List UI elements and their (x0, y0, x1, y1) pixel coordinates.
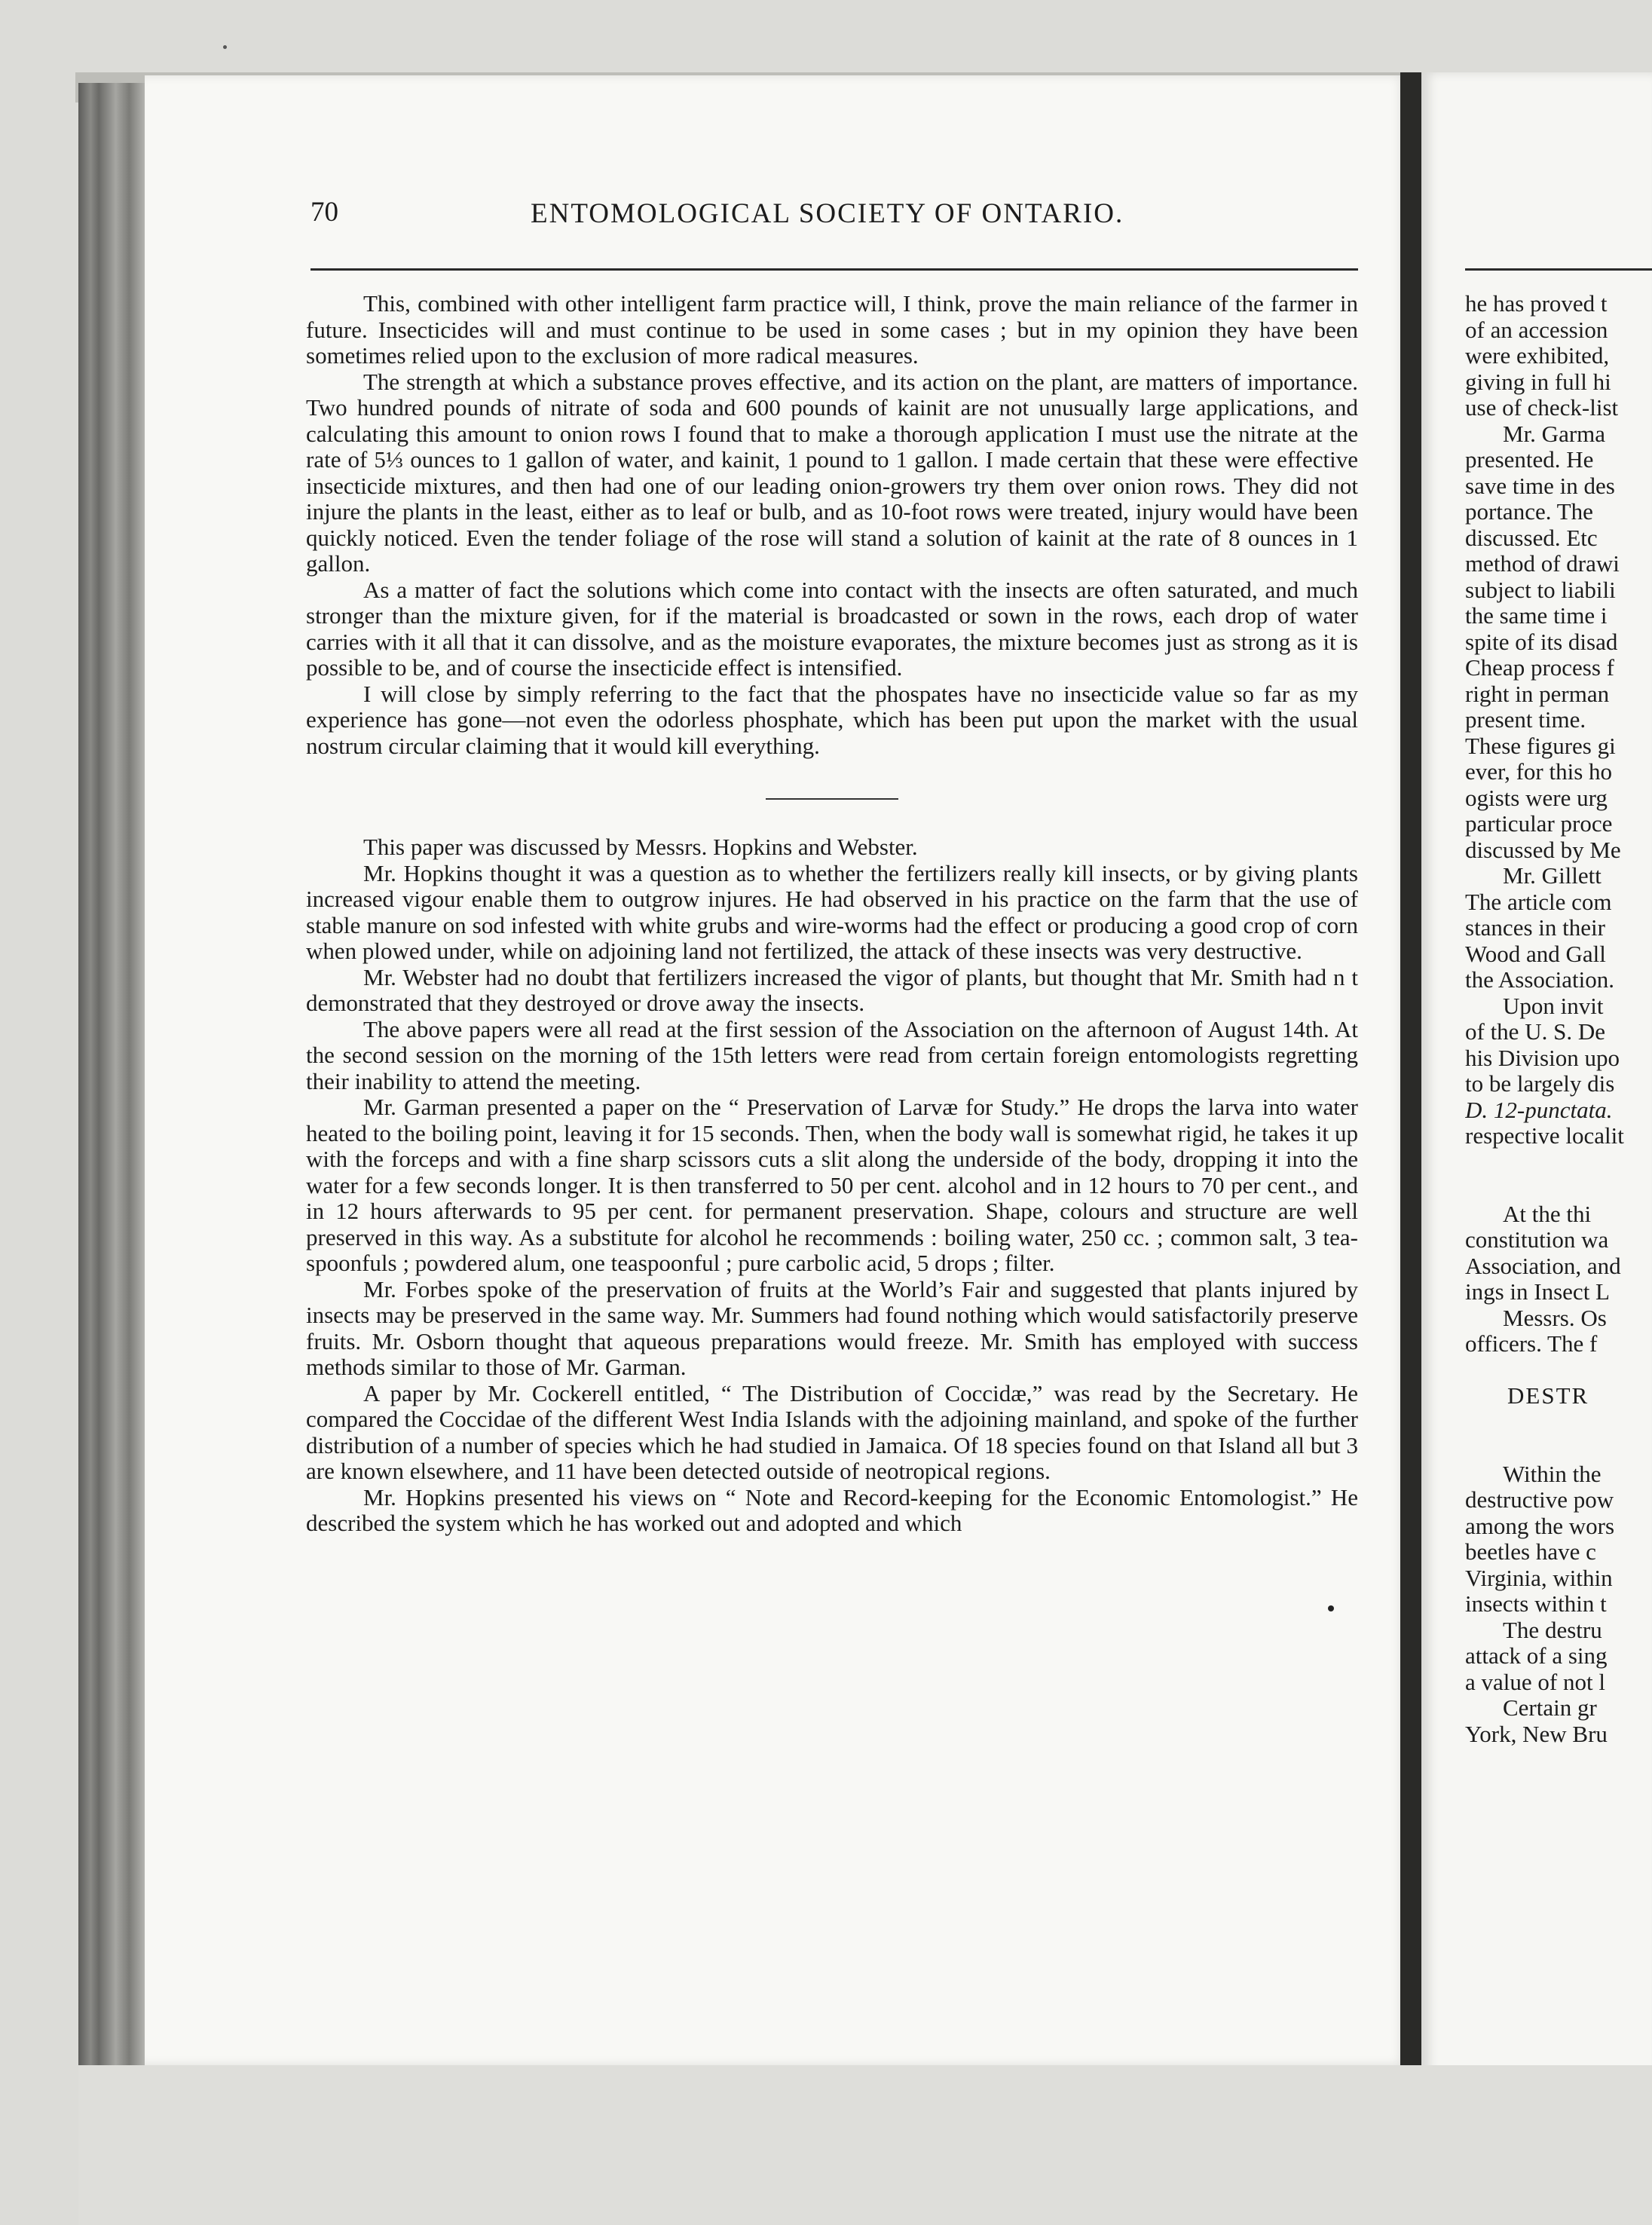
right-page-line: ings in Insect L (1465, 1278, 1610, 1305)
right-page-line: ever, for this ho (1465, 758, 1613, 785)
right-page-line (1465, 1357, 1652, 1384)
right-page-line: respective localit (1465, 1122, 1624, 1149)
right-page-line: spite of its disad (1465, 628, 1618, 655)
right-page-line: Association, and (1465, 1252, 1621, 1279)
right-page-line: save time in des (1465, 472, 1615, 499)
running-head: ENTOMOLOGICAL SOCIETY OF ONTARIO. (531, 198, 1124, 229)
paragraph: I will close by simply referring to the fact that the phospates have no insecticide value so far as my experience has gone—not even the odorless phosphate, which has been put upon the market with the usual nostrum circular claiming that it would kill everything. (306, 680, 1358, 759)
right-page-line (1465, 1149, 1652, 1176)
right-page-line: present time. (1465, 706, 1586, 733)
right-page-line (1465, 1435, 1652, 1461)
right-page-line: insects within t (1465, 1590, 1607, 1617)
right-page-text (1465, 291, 1652, 1747)
right-page-line (1465, 1175, 1652, 1201)
right-page-line: of the U. S. De (1465, 1018, 1605, 1045)
right-page-line: destructive pow (1465, 1486, 1614, 1513)
right-page-line: among the wors (1465, 1512, 1615, 1539)
right-page-line: At the thi (1503, 1200, 1592, 1227)
right-page-line: to be largely dis (1465, 1070, 1615, 1097)
dust-speck (223, 45, 227, 49)
right-page-line: presented. He (1465, 446, 1594, 473)
right-page-line: DESTR (1507, 1382, 1589, 1409)
discussion-paragraph: Mr. Webster had no doubt that fertilizers increased the vigor of plants, but thought that Mr. Smith had n t demonstrated that they destroyed or drove away the insects. (306, 963, 1358, 1016)
right-page-line: Cheap process f (1465, 654, 1614, 681)
right-page-line: beetles have c (1465, 1538, 1596, 1565)
right-page-line: portance. The (1465, 498, 1593, 525)
scan-bottom-margin (78, 2065, 1652, 2225)
discussion-paragraph: A paper by Mr. Cockerell entitled, “ The Distribution of Coccidæ,” was read by the Secretary. He compared the Coccidae of the different West India Islands with the adjoining mainland, and spoke of the further distribution of a number of species which he had studied in Jamaica. Of 18 species found on that Island all but 3 are known elsewhere, and 11 have been detected outside of neotropical regions. (306, 1379, 1358, 1484)
book-gutter (1400, 72, 1421, 2077)
paragraph: As a matter of fact the solutions which come into contact with the insects are often saturated, and much stronger than the mixture given, for if the material is broadcasted or sown in the rows, each drop of water carries with it all that it can dissolve, and as the moisture evaporates, the mixture becomes just as strong as it is possible to be, and of course the insecticide effect is intensified. (306, 576, 1358, 681)
left-page-body (306, 291, 1358, 1537)
right-page-line: discussed. Etc (1465, 524, 1598, 551)
paragraph: The strength at which a substance proves effective, and its action on the plant, are matters of importance. Two hundred pounds of nitrate of soda and 600 pounds of kainit are not unusually large applications, and calculating this amount to onion rows I found that to make a thorough application I must use the nitrate at the rate of 5⅓ ounces to 1 gallon of water, and kainit, 1 pound to 1 gallon. I made certain that these were effective insecticide mixtures, and then had one of our leading onion-growers try them over onion rows. They did not injure the plants in the least, either as to leaf or bulb, and as 10-foot rows were treated, injury would have been quickly noticed. Even the tender foliage of the rose will stand a solution of kainit at the rate of 8 ounces in 1 gallon. (306, 368, 1358, 577)
right-page-line: giving in full hi (1465, 368, 1611, 395)
right-page-line: were exhibited, (1465, 342, 1610, 369)
page-header (311, 196, 1358, 234)
right-page-line: The destru (1503, 1616, 1602, 1643)
right-page-line: Certain gr (1503, 1694, 1597, 1721)
right-page-line: officers. The f (1465, 1330, 1598, 1357)
right-page-line (1465, 1409, 1652, 1436)
right-page-line: particular proce (1465, 810, 1613, 837)
right-page-line: use of check-list (1465, 394, 1619, 421)
book-page-edges (78, 83, 146, 2065)
discussion-intro: This paper was discussed by Messrs. Hopkins and Webster. (363, 834, 918, 860)
ink-dot (1328, 1605, 1334, 1611)
right-page-line: York, New Bru (1465, 1720, 1608, 1747)
discussion-paragraph: Mr. Hopkins presented his views on “ Note and Record-keeping for the Economic Entomologist.” He described the system which he has worked out and adopted and which (306, 1483, 1358, 1536)
right-page-line: ogists were urg (1465, 784, 1608, 811)
discussion-paragraph: Mr. Garman presented a paper on the “ Preservation of Larvæ for Study.” He drops the larva into water heated to the boiling point, leaving it for 15 seconds. Then, when the body wall is somewhat rigid, he takes it up with the forceps and with a fine sharp scissors cuts a slit along the underside of the body, dropping it into the water for a few seconds longer. It is then transferred to 50 per cent. alcohol and in 12 hours to 70 per cent., and in 12 hours afterwards to 95 per cent. for permanent preservation. Shape, colours and structure are well preserved in this way. As a substitute for alcohol he recommends : boiling water, 250 cc. ; common salt, 3 tea-spoonfuls ; powdered alum, one teaspoonful ; pure carbolic acid, 5 drops ; filter. (306, 1094, 1358, 1276)
right-page-line: Mr. Gillett (1503, 862, 1602, 889)
right-page-line: he has proved t (1465, 291, 1608, 317)
right-page-line: Mr. Garma (1503, 420, 1606, 447)
right-page-line: Wood and Gall (1465, 940, 1606, 967)
discussion-paragraph: Mr. Forbes spoke of the preservation of fruits at the World’s Fair and suggested that plants injured by insects may be preserved in the same way. Mr. Summers had found nothing which would satisfactorily preserve fruits. Mr. Osborn thought that aqueous preparations would freeze. Mr. Smith has employed with success methods similar to those of Mr. Garman. (306, 1275, 1358, 1380)
right-page-line: his Division upo (1465, 1044, 1620, 1071)
discussion-paragraph: The above papers were all read at the first session of the Association on the afternoon of August 14th. At the second session on the morning of the 15th letters were read from certain foreign entomologists regretting their inability to attend the meeting. (306, 1015, 1358, 1094)
page-number: 70 (311, 197, 338, 228)
right-page-line: discussed by Me (1465, 836, 1621, 863)
right-page-line: Messrs. Os (1503, 1304, 1607, 1331)
right-page-line: of an accession (1465, 316, 1608, 343)
right-page-line: These figures gi (1465, 732, 1616, 759)
right-page-line: right in perman (1465, 680, 1610, 707)
right-page-line: Upon invit (1503, 992, 1604, 1019)
section-separator (766, 798, 898, 800)
right-page-line: stances in their (1465, 914, 1605, 941)
discussion-paragraph: Mr. Hopkins thought it was a question as to whether the fertilizers really kill insects, or by giving plants increased vigour enable them to outgrow injures. He had observed in his practice on the farm that the use of stable manure on sod infested with white grubs and wire-worms had the effect or producing a good crop of corn when plowed under, while on adjoining land not fertilized, the attack of these insects was very destructive. (306, 859, 1358, 964)
paragraph: This, combined with other intelligent farm practice will, I think, prove the main reliance of the farmer in future. Insecticides will and must continue to be used in some cases ; but in my opinion they have been sometimes relied upon to the exclusion of more radical measures. (306, 290, 1358, 369)
right-page-line: attack of a sing (1465, 1642, 1608, 1669)
right-page-line: method of drawi (1465, 550, 1620, 577)
right-page-line: D. 12-punctata. (1465, 1096, 1613, 1123)
right-page-line: the same time i (1465, 602, 1608, 629)
right-page-header-rule (1465, 268, 1652, 271)
right-page-line: constitution wa (1465, 1226, 1609, 1253)
right-page-line: Within the (1503, 1460, 1602, 1487)
right-page-line: Virginia, within (1465, 1564, 1613, 1591)
right-page-line: subject to liabili (1465, 576, 1616, 603)
header-rule (311, 268, 1358, 271)
right-page-line: the Association. (1465, 966, 1615, 993)
right-page-line: The article com (1465, 888, 1612, 915)
right-page-line: a value of not l (1465, 1668, 1605, 1695)
